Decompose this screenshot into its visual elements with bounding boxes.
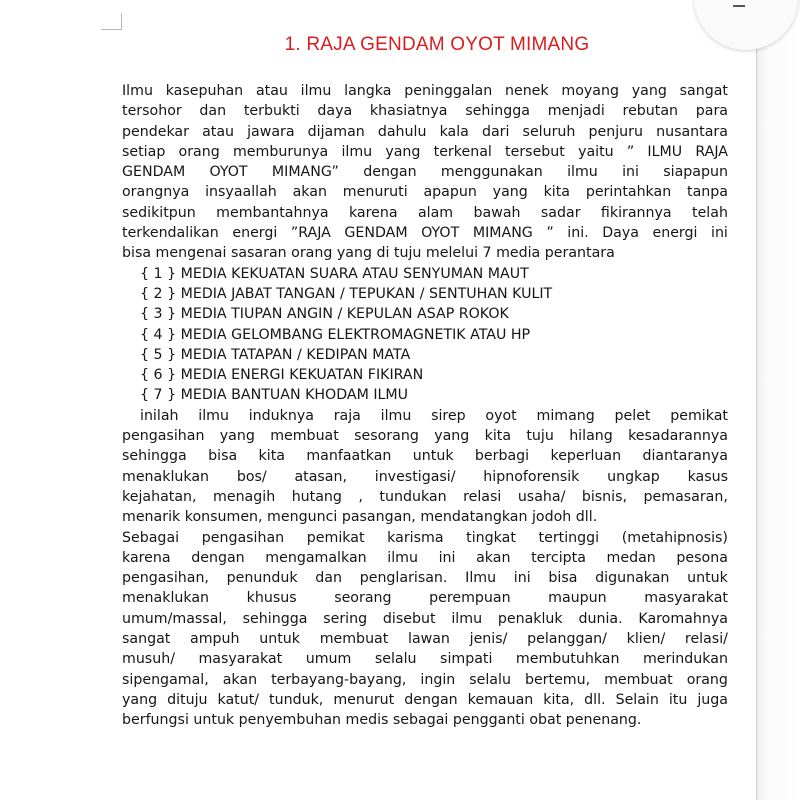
word: daya [317,103,353,120]
word: yaitu [578,143,614,160]
page-edge-shadow [756,0,800,800]
word: berbagi [474,448,530,465]
word: juga [697,691,728,708]
word: tersohor [122,103,182,120]
word: tercipta [531,549,586,566]
word: bisa [548,570,578,587]
word: manfaatkan [306,448,392,465]
word: Ilmu [465,570,497,587]
word: kesadarannya [628,428,728,445]
word: rebutan [622,103,679,120]
word: masyarakat [644,590,728,607]
word: dan [315,570,342,587]
word: ini [438,549,456,566]
minus-icon[interactable] [733,5,745,7]
word: energi [232,225,278,242]
word: seluruh [522,123,576,140]
word: khusus [246,590,297,607]
document-title: 1. RAJA GENDAM OYOT MIMANG [284,34,590,55]
word: untuk [412,448,454,465]
text-line [122,548,728,568]
word: kala [439,123,469,140]
word: sedikitpun [122,204,196,221]
word: pesona [676,549,728,566]
text-line [122,670,728,690]
word: tertinggi [538,529,600,546]
word: dijaman [307,123,365,140]
word: RAJA [695,143,728,160]
word: inilah [140,407,179,424]
word: Selain [615,691,659,708]
text-line [122,406,728,426]
word: katut/ [217,691,260,708]
word: jenis/ [469,631,508,648]
word: insyaallah [205,184,277,201]
word: orangnya [122,184,190,201]
media-list-item: { 3 } MEDIA TIUPAN ANGIN / KEPULAN ASAP ROKOK [140,306,509,323]
word: ampuh [190,631,240,648]
word: kejahatan, [122,488,197,505]
word: terbayang-bayang, [271,671,407,688]
media-list-item: { 2 } MEDIA JABAT TANGAN / TEPUKAN / SENTUHAN KULIT [140,285,553,302]
word: sirep [431,407,466,424]
word: kita [543,184,570,201]
word: hutang [291,488,342,505]
word: membuat [270,428,339,445]
word: masyarakat [198,651,283,668]
word: medan [606,549,656,566]
word: dll. [584,691,606,708]
word: menurut [333,691,395,708]
word: dituju [167,691,208,708]
media-list-item: { 5 } MEDIA TATAPAN / KEDIPAN MATA [140,346,411,363]
word: ilmu [300,83,332,99]
word: terbukti [243,103,300,120]
word: menuruti [342,184,408,201]
word: umum [305,651,352,668]
word: langka [344,83,392,99]
text-line [122,690,728,710]
word: yang [434,428,470,445]
word: karena [348,204,398,221]
word: pemikat [670,407,728,424]
word: menagih [213,488,276,505]
word: sehingga [465,103,530,120]
word: atau [202,123,235,140]
word: hilang [569,428,613,445]
word: induknya [248,407,314,424]
word: siapapun [663,164,728,181]
word: yang [219,428,255,445]
word: sehingga [122,448,187,465]
word: musuh/ [122,651,175,668]
text-line [122,588,728,608]
word: mimang [536,407,595,424]
document-body [122,81,728,731]
word: dari [481,123,510,140]
word: sadar [540,204,581,221]
word: penakluk [497,610,563,627]
word: yang [122,691,158,708]
word: hipnoforensik [483,468,580,485]
word: pendekar [122,123,189,140]
word: ini [711,225,728,242]
word: akan [476,549,511,566]
word: ilmu [387,549,418,566]
text-line [122,203,728,223]
text-line [122,142,728,162]
word: tingkat [466,529,516,546]
word: bisa [208,448,238,465]
word: moyang [561,83,619,99]
word: umum/massal, [122,610,227,627]
word: untuk [259,631,300,648]
word: menaklukan [122,468,210,485]
word: ” [546,225,554,242]
word: simpati [440,651,493,668]
word: kita, [543,691,575,708]
word: OYOT [209,164,248,181]
word: ungkap [607,468,660,485]
word: akan [292,184,327,201]
text-line [122,122,728,142]
word: terkenal [433,143,492,160]
text-line [122,467,728,487]
word: terkendalikan [122,225,219,242]
word: keperluan [550,448,622,465]
word: tundukan [379,488,447,505]
word: dahulu [377,123,427,140]
word: peninggalan [404,83,493,99]
word: dengan [191,549,245,566]
word: membantahnya [216,204,329,221]
word: MIMANG [472,225,533,242]
word: perintahkan [585,184,672,201]
word: yang [492,184,528,201]
word: memburunya [232,143,329,160]
media-list-item: { 1 } MEDIA KEKUATAN SUARA ATAU SENYUMAN MAUT [140,265,529,282]
word: karena [122,549,171,566]
word: (metahipnosis) [621,529,728,546]
word: bawah [473,204,521,221]
word: GENDAM [344,225,408,242]
word: dengan [363,164,417,181]
media-list-item: { 4 } MEDIA GELOMBANG ELEKTROMAGNETIK ATAU HP [140,326,531,343]
word: raja [333,407,361,424]
word: kemauan [467,691,534,708]
word: investigasi/ [374,468,456,485]
word: seorang [334,590,392,607]
word: sipengamal, [122,671,209,688]
word: ilmu [341,143,373,160]
word: digunakan [595,570,670,587]
word: ” [626,143,635,160]
word: dunia. [578,610,623,627]
word: bisnis, [581,488,628,505]
word: menjadi [547,103,605,120]
word: klien/ [626,631,666,648]
word: ilmu [567,164,598,181]
word: tanpa [687,184,728,201]
word: ”RAJA [290,225,331,242]
word: setiap [122,143,166,160]
text-line: bisa mengenai sasaran orang yang di tuju melelui 7 media perantara [122,245,615,262]
text-line [122,528,728,548]
word: ilmu [451,610,483,627]
word: apapun [423,184,477,201]
media-list-item: { 7 } MEDIA BANTUAN KHODAM ILMU [140,387,409,404]
word: ILMU [647,143,683,160]
word: Ilmu [122,83,153,99]
text-line [122,446,728,466]
word: ini. [567,225,589,242]
word: pemasaran, [643,488,728,505]
word: pelet [614,407,651,424]
word: , [358,488,363,505]
word: membuat [319,631,389,648]
word: nusantara [656,123,728,140]
word: ilmu [198,407,229,424]
word: ini [513,570,531,587]
word: atau [255,83,288,99]
word: Daya [602,225,639,242]
word: sehingga [242,610,308,627]
word: alam [417,204,454,221]
word: OYOT [421,225,460,242]
word: kasus [687,468,728,485]
word: usaha/ [517,488,566,505]
word: Karomahnya [638,610,728,627]
word: menaklukan [122,590,210,607]
word: yang [385,143,421,160]
word: MIMANG” [271,164,339,181]
word: sesorang [354,428,419,445]
word: atasan, [294,468,347,485]
text-line [122,487,728,507]
word: untuk [687,570,728,587]
word: telah [692,204,728,221]
crop-mark [101,13,122,30]
word: selalu [469,671,511,688]
word: selalu [374,651,417,668]
word: menggunakan [440,164,543,181]
word: penjuru [588,123,644,140]
word: disebut [382,610,436,627]
word: bertemu, [524,671,591,688]
word: tersebut [505,143,565,160]
word: karisma [387,529,444,546]
word: ini [622,164,639,181]
word: pelanggan/ [527,631,607,648]
text-line: berfungsi untuk penyembuhan medis sebagai pengganti obat penenang. [122,712,642,729]
word: para [695,103,728,120]
page-edge-line [756,0,757,800]
text-line [122,162,728,182]
word: pengasihan [122,428,205,445]
word: GENDAM [122,164,186,181]
text-line [122,629,728,649]
word: penglarisan. [359,570,448,587]
word: pengasihan [201,529,285,546]
word: bos/ [236,468,267,485]
word: membutuhkan [515,651,620,668]
word: merindukan [642,651,728,668]
word: Sebagai [122,529,180,546]
word: khasiatnya [369,103,448,120]
text-line [122,81,728,101]
word: tunduk, [269,691,324,708]
word: itu [668,691,688,708]
word: sangat [679,83,728,99]
word: diantaranya [642,448,728,465]
word: penunduk [226,570,298,587]
word: dan [199,103,227,120]
word: pemikat [306,529,365,546]
word: sangat [122,631,171,648]
word: relasi [463,488,502,505]
word: lawan [408,631,450,648]
word: sering [323,610,368,627]
word: ilmu [380,407,412,424]
word: nenek [504,83,549,99]
word: perempuan [429,590,511,607]
word: dengan [404,691,458,708]
text-line [122,649,728,669]
word: akan [222,671,258,688]
text-line: menarik konsumen, mengunci pasangan, mendatangkan jodoh dll. [122,509,598,526]
text-line [122,182,728,202]
text-line [122,568,728,588]
word: fikirannya [600,204,672,221]
word: membuat [604,671,673,688]
word: kasepuhan [165,83,244,99]
word: mengamalkan [265,549,367,566]
word: orang [178,143,220,160]
text-line [122,426,728,446]
word: orang [686,671,728,688]
word: relasi/ [684,631,728,648]
word: yang [631,83,667,99]
word: oyot [485,407,517,424]
text-line [122,101,728,121]
word: tuju [526,428,554,445]
word: maupun [548,590,607,607]
word: pengasihan, [122,570,209,587]
word: kita [484,428,512,445]
word: kita [258,448,285,465]
word: ingin [420,671,456,688]
media-list-item: { 6 } MEDIA ENERGI KEKUATAN FIKIRAN [140,367,424,384]
word: jawara [247,123,295,140]
text-line [122,223,728,243]
text-line [122,609,728,629]
word: energi [652,225,698,242]
